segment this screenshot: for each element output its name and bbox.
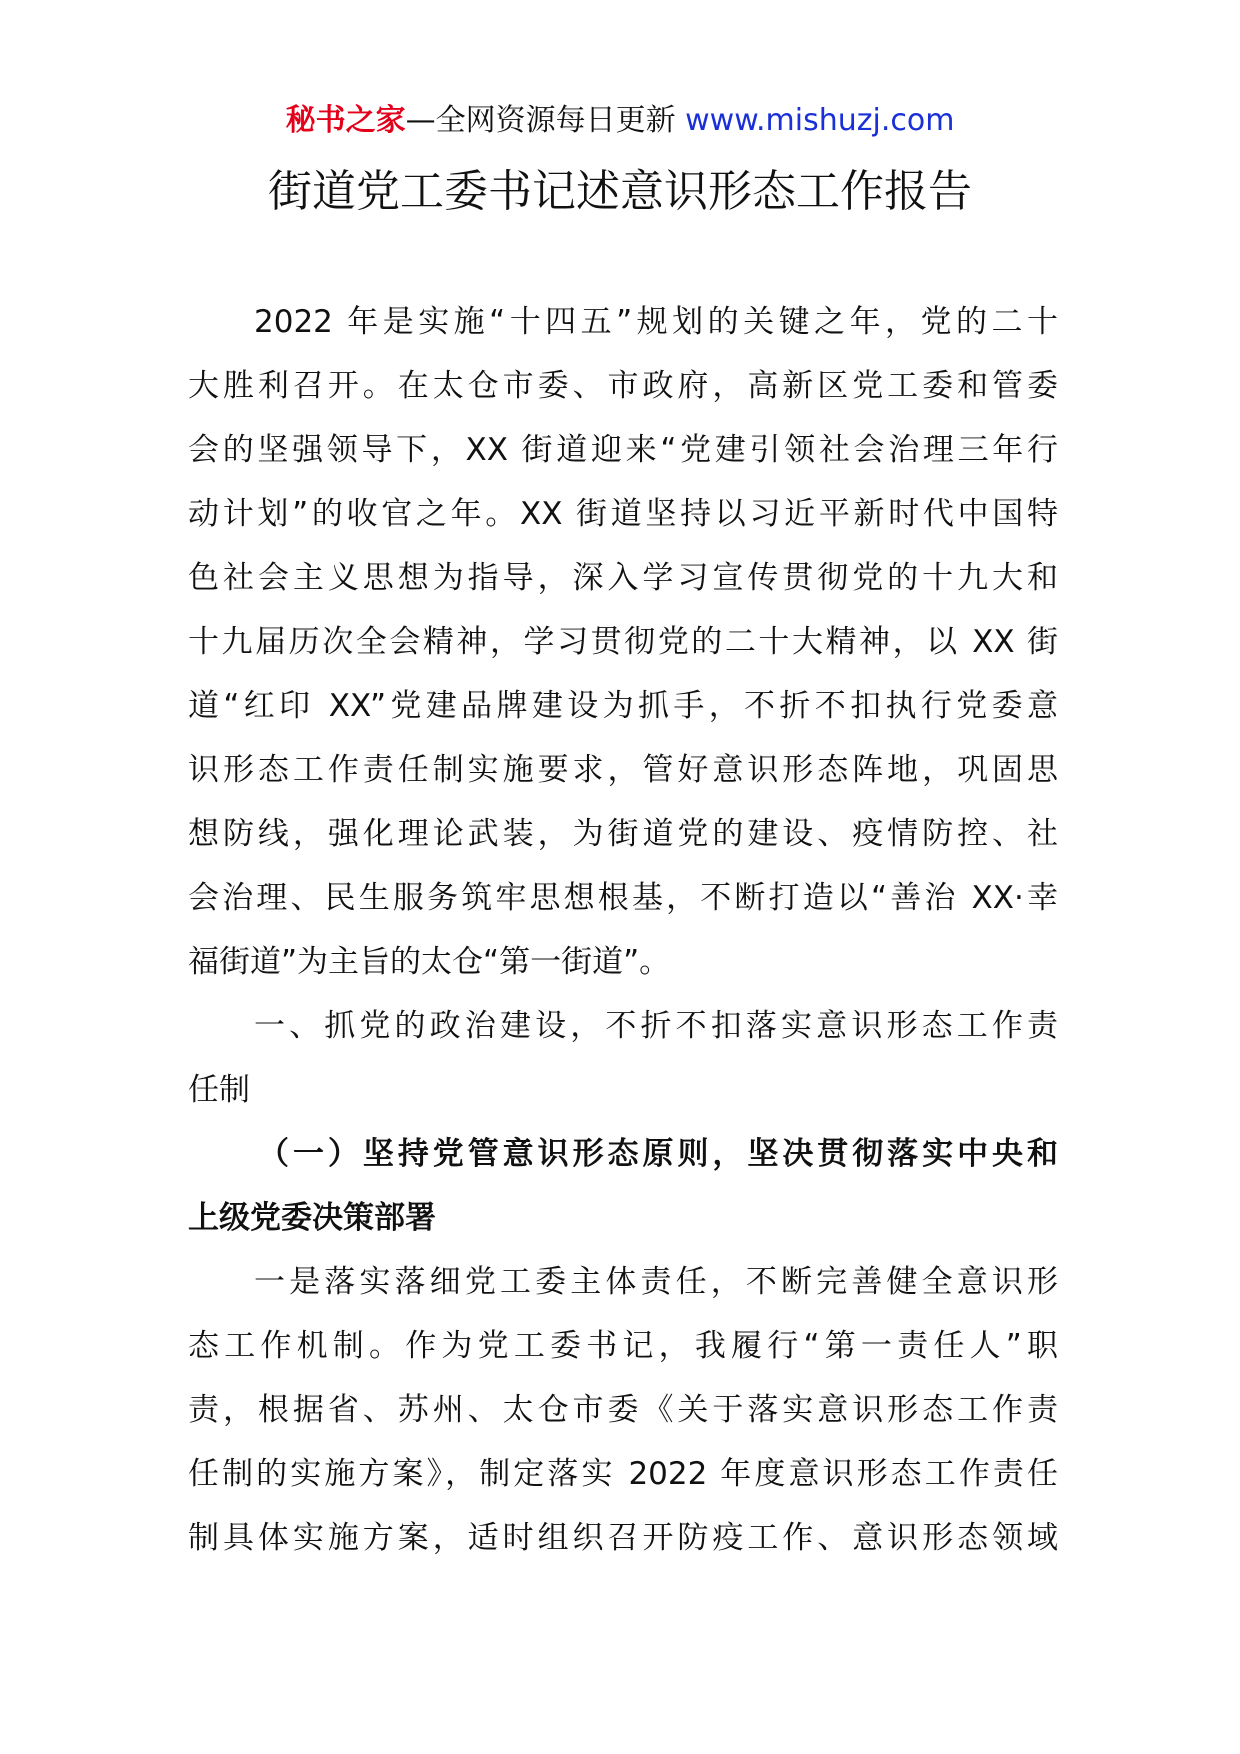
text-line: 会治理、民生服务筑牢思想根基，不断打造以“善治 XX·幸 <box>188 880 1058 916</box>
text-line: 制具体实施方案，适时组织召开防疫工作、意识形态领域 <box>188 1520 1058 1556</box>
heading-line: 一、抓党的政治建设，不折不扣落实意识形态工作责 <box>254 1008 1058 1044</box>
document-body <box>188 290 1058 1570</box>
text-line: 态工作机制。作为党工委书记，我履行“第一责任人”职 <box>188 1328 1058 1364</box>
heading-line: 上级党委决策部署 <box>188 1200 436 1236</box>
site-header <box>0 100 1240 142</box>
paragraph-body <box>188 1250 1058 1570</box>
text-line: 福街道”为主旨的太仓“第一街道”。 <box>188 944 671 980</box>
text-line: 2022 年是实施“十四五”规划的关键之年，党的二十 <box>254 304 1058 340</box>
text-line: 想防线，强化理论武装，为街道党的建设、疫情防控、社 <box>188 816 1058 852</box>
text-line: 十九届历次全会精神，学习贯彻党的二十大精神，以 XX 街 <box>188 624 1058 660</box>
section-heading-1 <box>188 994 1058 1122</box>
text-line: 任制的实施方案》，制定落实 2022 年度意识形态工作责任 <box>188 1456 1058 1492</box>
heading-line: 任制 <box>188 1072 250 1108</box>
text-line: 识形态工作责任制实施要求，管好意识形态阵地，巩固思 <box>188 752 1058 788</box>
text-line: 动计划”的收官之年。XX 街道坚持以习近平新时代中国特 <box>188 496 1058 532</box>
text-line: 一是落实落细党工委主体责任，不断完善健全意识形 <box>254 1264 1058 1300</box>
header-tagline: —全网资源每日更新 <box>405 103 686 138</box>
text-line: 大胜利召开。在太仓市委、市政府，高新区党工委和管委 <box>188 368 1058 404</box>
brand-name: 秘书之家 <box>285 103 406 138</box>
document-title: 街道党工委书记述意识形态工作报告 <box>268 166 972 217</box>
text-line: 会的坚强领导下，XX 街道迎来“党建引领社会治理三年行 <box>188 432 1058 468</box>
paragraph-intro <box>188 290 1058 994</box>
text-line: 责，根据省、苏州、太仓市委《关于落实意识形态工作责 <box>188 1392 1058 1428</box>
site-url-link[interactable]: www.mishuzj.com <box>685 103 955 138</box>
subsection-heading-1 <box>188 1122 1058 1250</box>
text-line: 道“红印 XX”党建品牌建设为抓手，不折不扣执行党委意 <box>188 688 1058 724</box>
heading-line: （一）坚持党管意识形态原则，坚决贯彻落实中央和 <box>258 1136 1058 1172</box>
text-line: 色社会主义思想为指导，深入学习宣传贯彻党的十九大和 <box>188 560 1058 596</box>
